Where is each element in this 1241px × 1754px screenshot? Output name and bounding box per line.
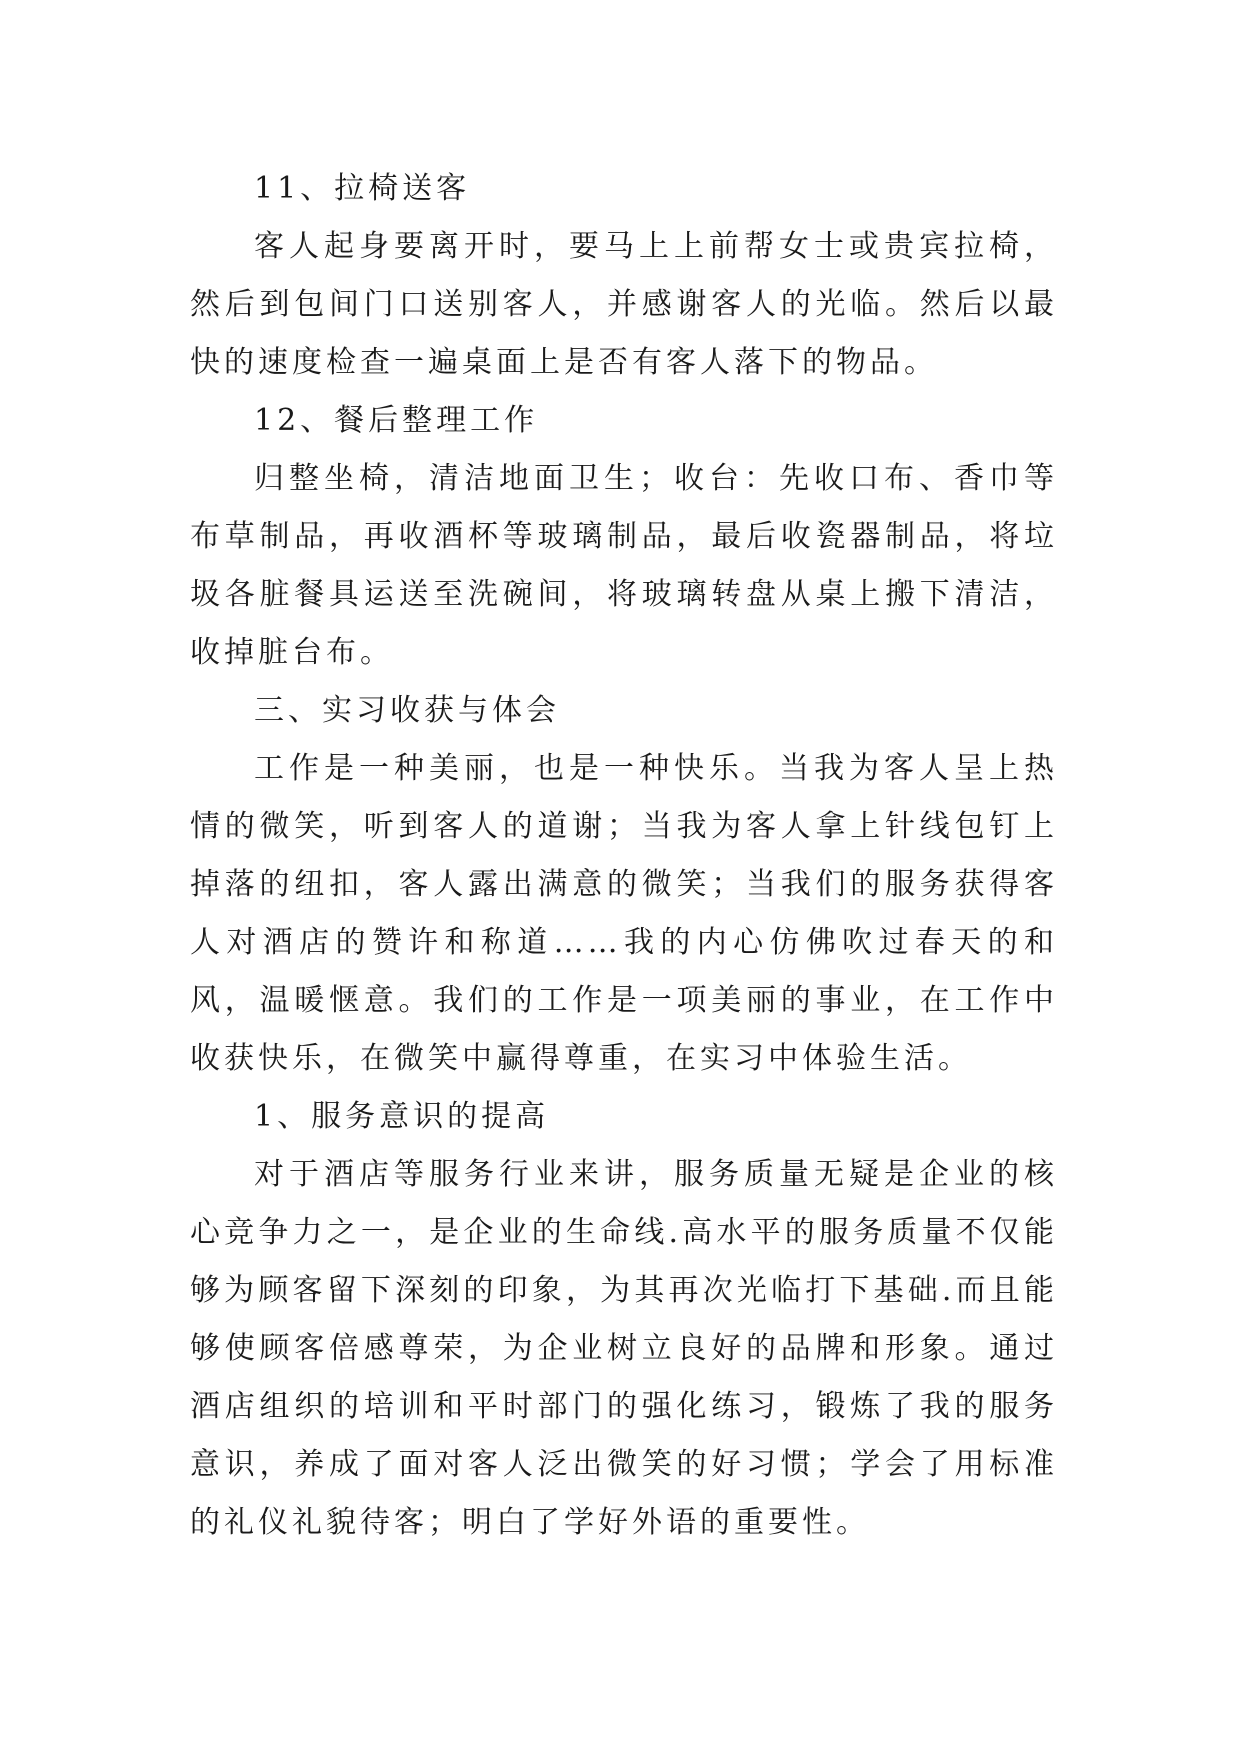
section-11-paragraph: 客人起身要离开时，要马上上前帮女士或贵宾拉椅，然后到包间门口送别客人，并感谢客人的光临。然后以最快的速度检查一遍桌面上是否有客人落下的物品。 [190,229,1058,380]
part-3-paragraph: 工作是一种美丽，也是一种快乐。当我为客人呈上热情的微笑，听到客人的道谢；当我为客人拿上针线包钉上掉落的纽扣，客人露出满意的微笑；当我们的服务获得客人对酒店的赞许和称道……我的内心仿佛吹过春天的和风，温暖惬意。我们的工作是一项美丽的事业，在工作中收获快乐，在微笑中赢得尊重，在实习中体验生活。 [190,751,1058,1076]
part-3-heading: 三、实习收获与体会 [254,693,560,728]
subsection-1-heading: 1、服务意识的提高 [254,1099,550,1134]
document-body [190,160,1058,1552]
subsection-1-paragraph: 对于酒店等服务行业来讲，服务质量无疑是企业的核心竞争力之一，是企业的生命线.高水平的服务质量不仅能够为顾客留下深刻的印象，为其再次光临打下基础.而且能够使顾客倍感尊荣，为企业树立良好的品牌和形象。通过酒店组织的培训和平时部门的强化练习，锻炼了我的服务意识，养成了面对客人泛出微笑的好习惯；学会了用标准的礼仪礼貌待客；明白了学好外语的重要性。 [190,1157,1058,1540]
section-12-paragraph: 归整坐椅，清洁地面卫生；收台：先收口布、香巾等布草制品，再收酒杯等玻璃制品，最后收瓷器制品，将垃圾各脏餐具运送至洗碗间，将玻璃转盘从桌上搬下清洁，收掉脏台布。 [190,461,1058,670]
section-11-heading: 11、拉椅送客 [254,171,471,206]
section-12-heading: 12、餐后整理工作 [254,403,539,438]
